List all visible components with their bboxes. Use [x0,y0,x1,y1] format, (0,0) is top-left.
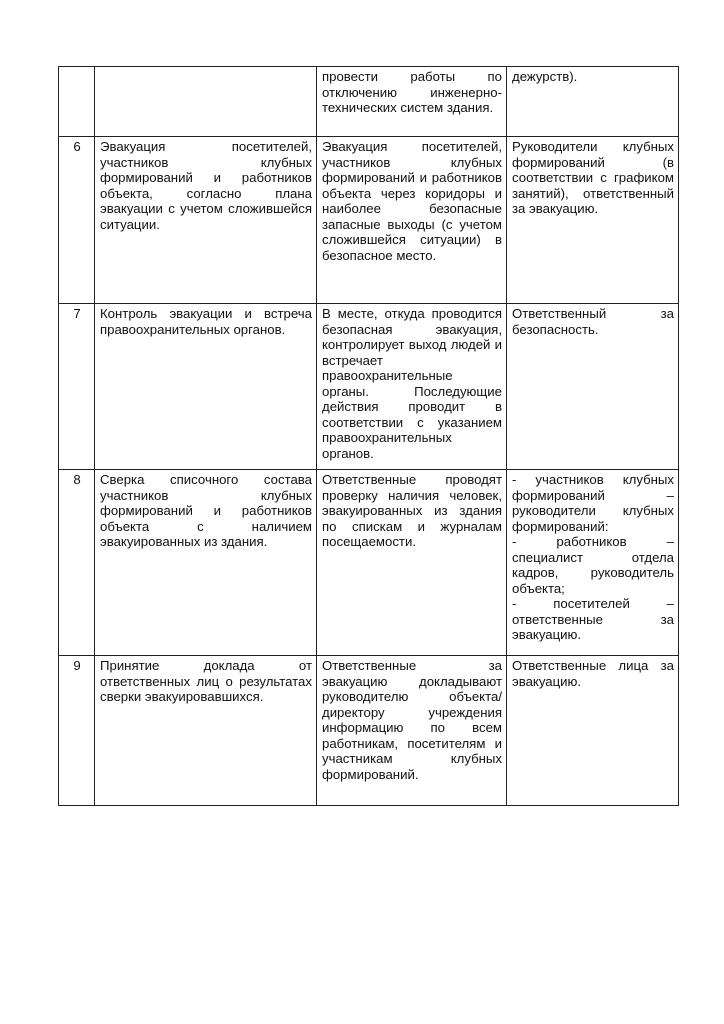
action-cell: Контроль эвакуации и встреча правоохранительных органов. [95,304,317,470]
responsible-cell: Ответственные лица за эвакуацию. [507,656,679,806]
row-number [59,67,95,137]
responsible-cell: Ответственный за безопасность. [507,304,679,470]
row-number: 8 [59,470,95,656]
procedure-cell: Эвакуация посетителей, участников клубных формирований и работников объекта через коридоры и наиболее безопасные запасные выходы (с учетом сложившейся ситуации) в безопасное место. [317,137,507,304]
table-row [59,137,679,304]
responsible-cell [507,470,679,656]
action-cell: Сверка списочного состава участников клубных формирований и работников объекта с наличием эвакуированных из здания. [95,470,317,656]
procedure-cell: провести работы по отключению инженерно-технических систем здания. [317,67,507,137]
responsible-line: - работников – специалист отдела кадров, руководитель объекта; [512,534,674,596]
table-row [59,656,679,806]
responsible-cell: Руководители клубных формирований (в соответствии с графиком занятий), ответственный за эвакуацию. [507,137,679,304]
procedure-cell: В месте, откуда проводится безопасная эвакуация, контролирует выход людей и встречает правоохранительные органы. Последующие действия проводит в соответствии с указанием правоохранительных органов. [317,304,507,470]
responsible-line: - посетителей – ответственные за эвакуацию. [512,596,674,642]
row-number: 6 [59,137,95,304]
responsible-line: - участников клубных формирований – руководители клубных формирований: [512,472,674,534]
action-cell: Эвакуация посетителей, участников клубных формирований и работников объекта, согласно плана эвакуации с учетом сложившейся ситуации. [95,137,317,304]
row-number: 9 [59,656,95,806]
procedure-cell: Ответственные проводят проверку наличия человек, эвакуированных из здания по спискам и журналам посещаемости. [317,470,507,656]
responsible-cell: дежурств). [507,67,679,137]
evacuation-plan-table [58,66,679,806]
table-row [59,470,679,656]
table-row [59,67,679,137]
action-cell [95,67,317,137]
procedure-cell: Ответственные за эвакуацию докладывают руководителю объекта/директору учреждения информацию по всем работникам, посетителям и участникам клубных формирований. [317,656,507,806]
row-number: 7 [59,304,95,470]
table-row [59,304,679,470]
action-cell: Принятие доклада от ответственных лиц о результатах сверки эвакуировавшихся. [95,656,317,806]
